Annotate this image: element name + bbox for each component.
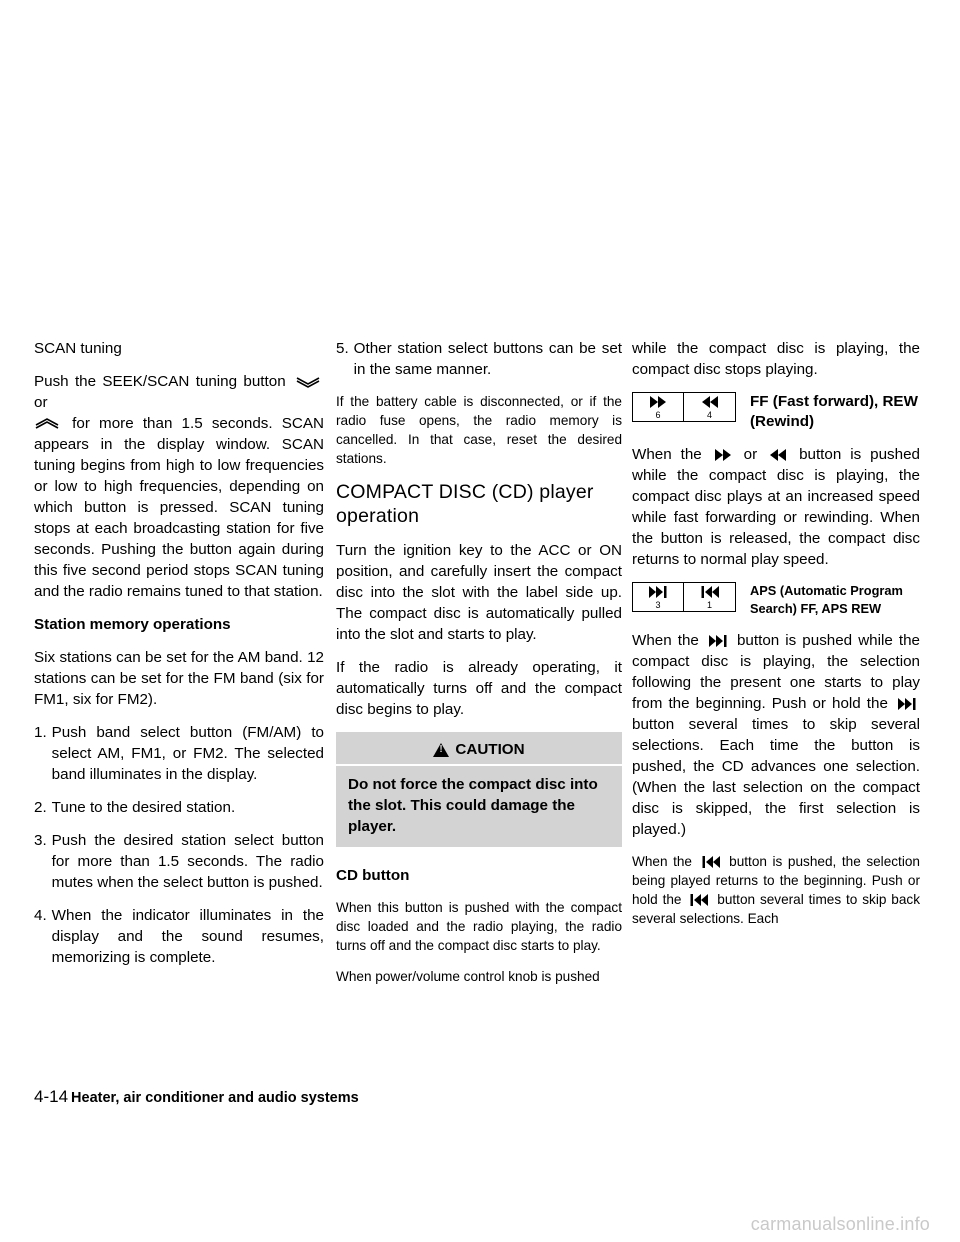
chevron-up-icon	[34, 418, 60, 430]
ff-rew-button-diagram	[632, 392, 736, 422]
memory-steps-list	[34, 722, 324, 968]
cd-button-paragraph: When this button is pushed with the compact disc loaded and the radio playing, the radio turns off and the compact disc starts to play.	[336, 900, 622, 953]
aps-button-diagram	[632, 582, 736, 612]
column-2	[336, 338, 622, 998]
previous-track-icon	[689, 894, 709, 906]
list-item: 3. Push the desired station select button for more than 1.5 seconds. The radio mutes when the select button is pushed.	[34, 832, 324, 891]
chapter-title: Heater, air conditioner and audio systems	[71, 1090, 359, 1106]
watermark: carmanualsonline.info	[750, 1214, 930, 1234]
next-track-button-diagram: 3	[632, 582, 684, 612]
aps-label: APS (Automatic Program Search) FF, APS REW	[750, 583, 903, 616]
aps-button-row	[632, 582, 920, 618]
cd-section-title: COMPACT DISC (CD) player operation	[336, 481, 594, 527]
list-item: 2. Tune to the desired station.	[34, 799, 236, 816]
next-track-icon	[897, 698, 917, 710]
cd-stop-paragraph: while the compact disc is playing, the compact disc stops playing.	[632, 340, 920, 378]
scan-tuning-heading: SCAN tuning	[34, 340, 122, 357]
list-item: 1. Push band select button (FM/AM) to select AM, FM1, or FM2. The selected band illuminates in the display.	[34, 724, 324, 783]
fast-forward-button-diagram: 6	[632, 392, 684, 422]
column-3	[632, 338, 920, 940]
battery-note: If the battery cable is disconnected, or if the radio fuse opens, the radio memory is cancelled. In that case, reset the desired stations.	[336, 394, 622, 466]
power-knob-paragraph: When power/volume control knob is pushed	[336, 969, 600, 984]
column-1	[34, 338, 324, 980]
caution-text: Do not force the compact disc into the slot. This could damage the player.	[348, 776, 598, 835]
fast-forward-icon	[649, 396, 667, 408]
rewind-icon	[701, 396, 719, 408]
caution-label: CAUTION	[455, 741, 525, 758]
next-track-icon	[708, 635, 728, 647]
memory-steps-continued	[336, 338, 622, 380]
aps-rew-paragraph: When the button is pushed, the selection being played returns to the beginning. Push or hold the button several times to skip back several selections. Each	[632, 854, 921, 926]
fast-forward-icon	[714, 449, 732, 461]
list-item: 4. When the indicator illuminates in the display and the sound resumes, memorizing is complete.	[34, 907, 324, 966]
list-item: 5. Other station select buttons can be set in the same manner.	[336, 340, 622, 378]
scan-tuning-paragraph: Push the SEEK/SCAN tuning button or for more than 1.5 seconds. SCAN appears in the display window. SCAN tuning begins from high to low frequencies or low to high frequencies, depending on which button is pressed. SCAN tuning stops at each broadcasting station for five seconds. Pushing the button again during this five second period stops SCAN tuning and the radio remains tuned to that station.	[34, 373, 324, 600]
aps-ff-paragraph: When the button is pushed while the compact disc is playing, the selection following the present one starts to play from the beginning. Push or hold the button several times to skip several selections. Each time the button is pushed, the CD advances one selection. (When the last selection on the compact disc is skipped, the first selection is played.)	[632, 632, 920, 838]
previous-track-icon	[701, 856, 721, 868]
chevron-down-icon	[295, 376, 321, 388]
station-memory-heading: Station memory operations	[34, 616, 231, 633]
cd-paragraph-1: Turn the ignition key to the ACC or ON position, and carefully insert the compact disc into the slot with the label side up. The compact disc is automatically pulled into the slot and starts to play.	[336, 542, 622, 643]
warning-icon	[433, 743, 449, 757]
station-memory-paragraph: Six stations can be set for the AM band. 12 stations can be set for the FM band (six for FM1, six for FM2).	[34, 649, 324, 708]
cd-button-heading: CD button	[336, 867, 410, 884]
page-number: 4-14	[34, 1087, 69, 1106]
previous-track-button-diagram: 1	[684, 582, 736, 612]
ff-rew-label: FF (Fast forward), REW (Rewind)	[750, 393, 918, 430]
ff-rew-paragraph: When the or button is pushed while the compact disc is playing, the compact disc plays at an increased speed while fast forwarding or rewinding. When the button is released, the compact disc returns to normal play speed.	[632, 446, 920, 568]
page-footer	[34, 1087, 924, 1107]
previous-track-icon	[700, 586, 720, 598]
rewind-button-diagram: 4	[684, 392, 736, 422]
caution-box	[336, 732, 622, 847]
rewind-icon	[769, 449, 787, 461]
next-track-icon	[648, 586, 668, 598]
ff-rew-button-row	[632, 392, 920, 432]
cd-paragraph-2: If the radio is already operating, it automatically turns off and the compact disc begins to play.	[336, 659, 622, 718]
